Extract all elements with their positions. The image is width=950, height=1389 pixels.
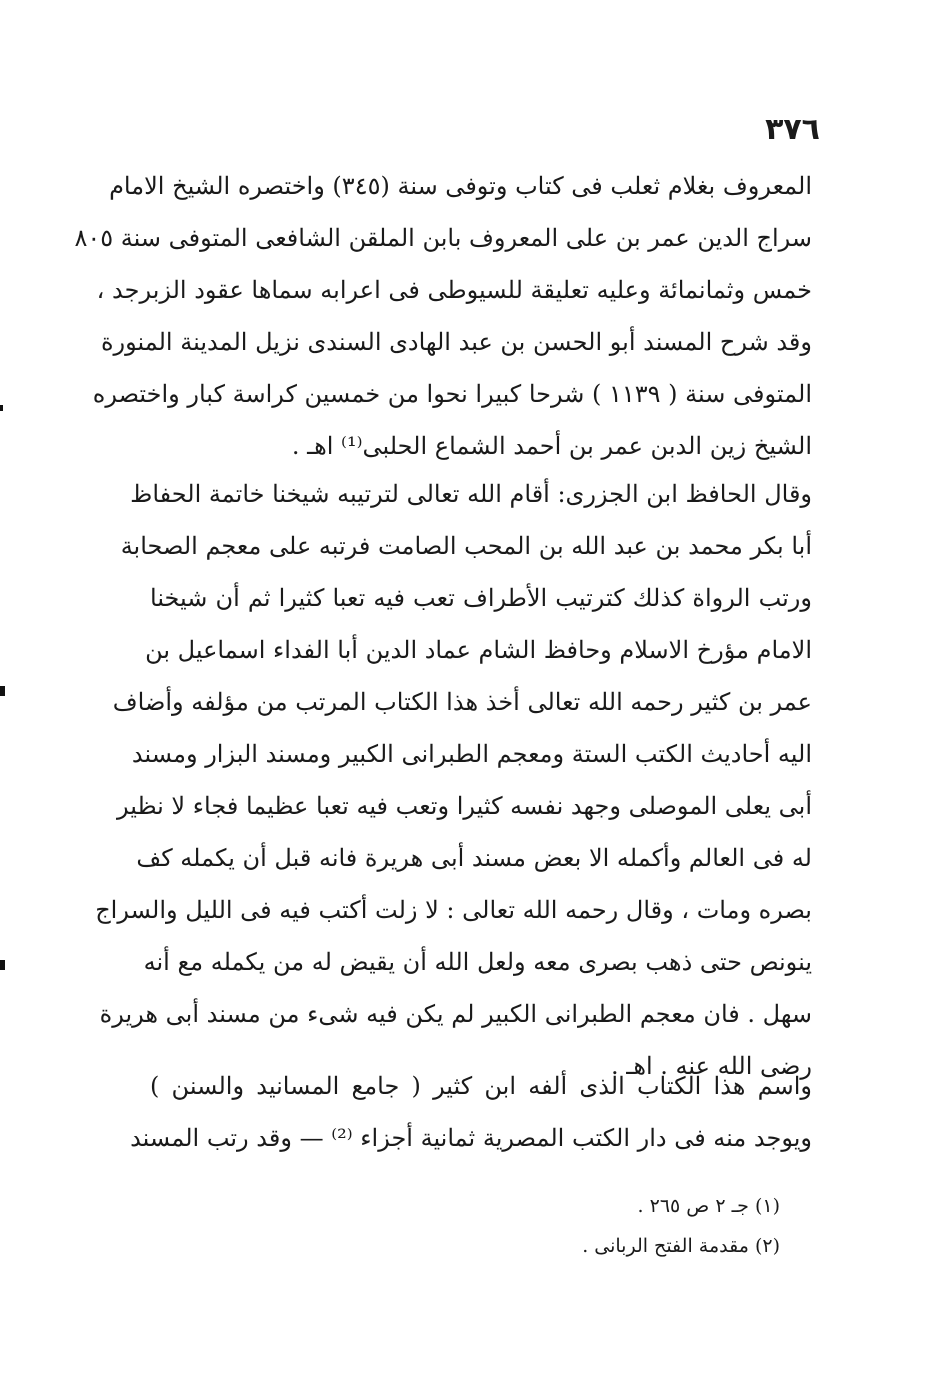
text-line: وقد شرح المسند أبو الحسن بن عبد الهادى السندى نزيل المدينة المنورة [100, 328, 812, 356]
text-line: وقال الحافظ ابن الجزرى: أقام الله تعالى لترتيبه شيخنا خاتمة الحفاظ [130, 480, 812, 508]
footnotes [440, 1186, 780, 1266]
text-line: ويوجد منه فى دار الكتب المصرية ثمانية أجزاء ⁽²⁾ — وقد رتب المسند [130, 1124, 812, 1152]
text-line: خمس وثمانمائة وعليه تعليقة للسيوطى فى اعرابه سماها عقود الزبرجد ، [96, 276, 812, 304]
text-line: ورتب الرواة كذلك كترتيب الأطراف تعب فيه تعبا كثيرا ثم أن شيخنا [150, 584, 812, 612]
text-line: عمر بن كثير رحمه الله تعالى أخذ هذا الكتاب المرتب من مؤلفه وأضاف [112, 688, 812, 716]
text-line: الشيخ زين الدبن عمر بن أحمد الشماع الحلبى⁽¹⁾ اهـ . [291, 432, 812, 460]
page-number: ٣٧٦ [765, 112, 820, 147]
text-line: سراج الدين عمر بن على المعروف بابن الملقن الشافعى المتوفى سنة ٨٠٥ [74, 224, 812, 252]
text-line: بصره ومات ، وقال رحمه الله تعالى : لا زلت أكتب فيه فى الليل والسراج [95, 896, 812, 924]
footnote-2: (٢) مقدمة الفتح الربانى . [582, 1235, 780, 1257]
footnote-1: (١) جـ ٢ ص ٢٦٥ . [637, 1195, 780, 1217]
scan-margin-mark [0, 405, 3, 411]
text-line: رضى الله عنه . اهـ . [611, 1052, 812, 1080]
text-line: له فى العالم وأكمله الا بعض مسند أبى هريرة فانه قبل أن يكمله كف [136, 844, 812, 872]
text-line: أبى يعلى الموصلى وجهد نفسه كثيرا وتعب فيه تعبا عظيما فجاء لا نظير [116, 792, 812, 820]
paragraph-3 [130, 1060, 812, 1164]
text-line: واسم هذا الكتاب الذى ألفه ابن كثير ( جامع المسانيد والسنن ) [150, 1072, 812, 1100]
text-line: الامام مؤرخ الاسلام وحافظ الشام عماد الدين أبا الفداء اسماعيل بن [145, 636, 812, 664]
text-line: اليه أحاديث الكتب الستة ومعجم الطبرانى الكبير ومسند البزار ومسند [131, 740, 812, 768]
paragraph-2 [95, 468, 812, 1092]
text-line: المعروف بغلام ثعلب فى كتاب وتوفى سنة (٣٤٥) واختصره الشيخ الامام [109, 172, 812, 200]
scan-margin-mark [0, 686, 5, 696]
scan-margin-mark [0, 960, 5, 970]
text-line: ينونص حتى ذهب بصرى معه ولعل الله أن يقيض له من يكمله مع أنه [143, 948, 812, 976]
paragraph-1 [74, 160, 812, 472]
text-line: سهل . فان معجم الطبرانى الكبير لم يكن فيه شىء من مسند أبى هريرة [99, 1000, 812, 1028]
text-line: أبا بكر محمد بن عبد الله بن المحب الصامت فرتبه على معجم الصحابة [120, 532, 812, 560]
text-line: المتوفى سنة ( ١١٣٩ ) شرحا كبيرا نحوا من خمسين كراسة كبار واختصره [92, 380, 812, 408]
